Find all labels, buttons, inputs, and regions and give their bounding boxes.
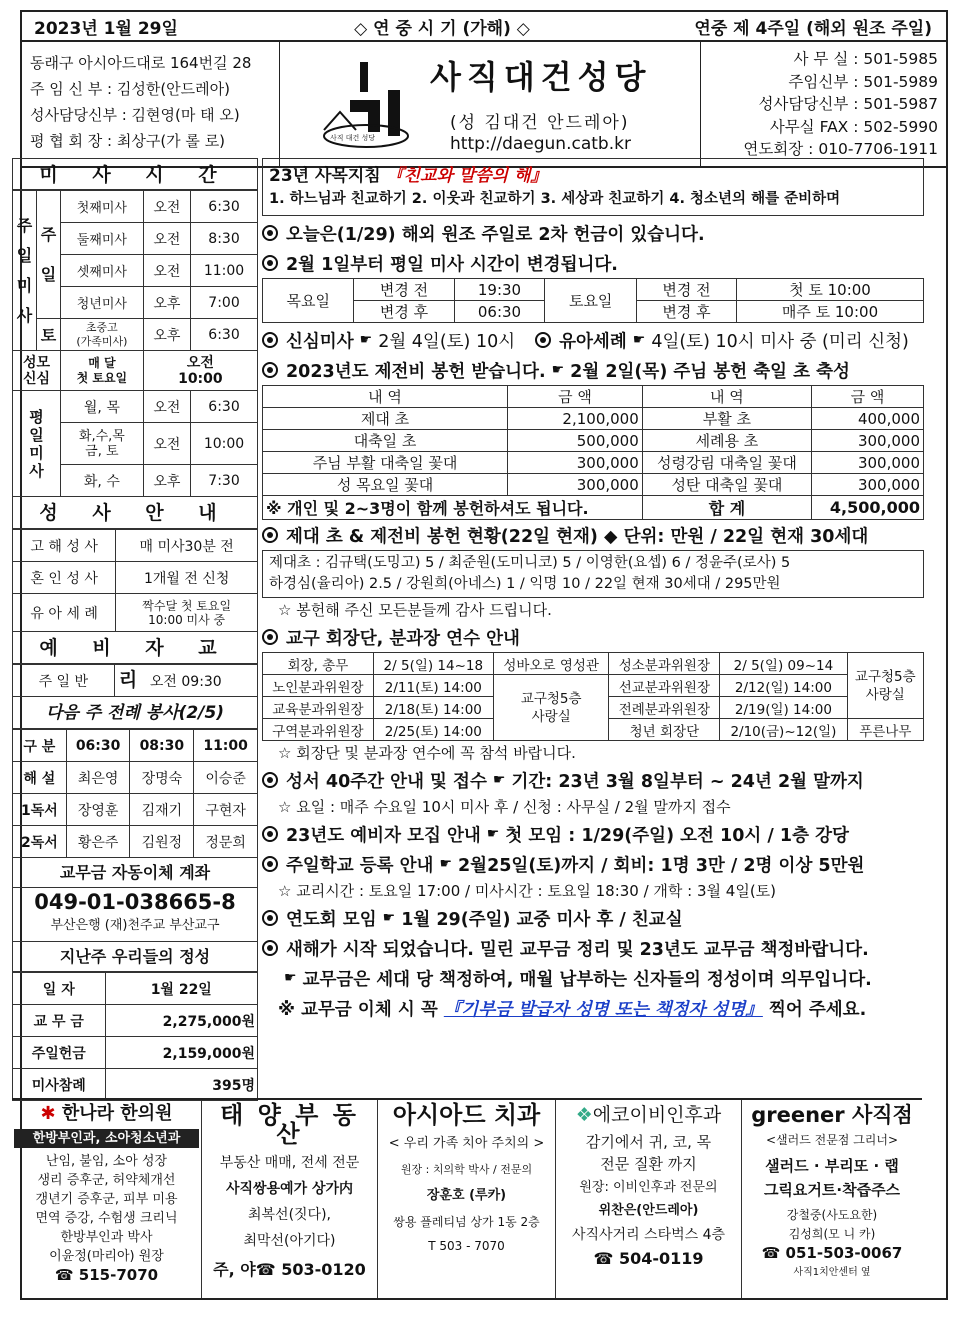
fee-table: [262, 385, 924, 520]
fee-item: 세례용 초: [642, 430, 811, 452]
next-week-table: [12, 729, 258, 858]
contact-pastor: 주임신부 : 501-5989: [788, 72, 938, 91]
notice-11c: ※ 교무금 이체 시 꼭 『기부금 발급자 성명 또는 책정자 성명』 찍어 주세요.: [262, 993, 924, 1023]
tr-role: 노인분과위원장: [263, 675, 374, 697]
tr-role: 전례분과위원장: [609, 697, 720, 719]
fee-amount: 300,000: [812, 474, 924, 496]
change-value: 첫 토 10:00: [736, 279, 923, 301]
transfer-title: 교무금 자동이체 계좌: [12, 858, 258, 888]
ad-name: 아시아드 치과: [392, 1101, 541, 1129]
right-column: [262, 158, 924, 1023]
fee-item: 부활 초: [642, 408, 811, 430]
church-url[interactable]: http://daegun.catb.kr: [450, 134, 631, 154]
ad-line: 최복선(짓다),: [248, 1207, 331, 1223]
nw-head: 06:30: [66, 730, 130, 762]
sacrament-info: 1개월 전 신청: [116, 562, 258, 594]
mass-ampm: 오전: [143, 191, 190, 223]
mass-time: 7:00: [191, 287, 258, 319]
change-value: 매주 토 10:00: [736, 301, 923, 323]
transfer-box: [12, 888, 258, 942]
fee-head: 내 역: [642, 386, 811, 408]
tr-role: 구역분과위원장: [263, 719, 374, 741]
motto-items: 1. 하느님과 친교하기 2. 이웃과 친교하기 3. 세상과 친교하기 4. 청소년의 해를 준비하며: [269, 191, 841, 207]
mass-time: 6:30: [191, 319, 258, 351]
mass-time: 11:00: [191, 255, 258, 287]
ad-line: 한방부인과 박사: [60, 1230, 153, 1245]
ad-phone: ☎ 515-7070: [54, 1266, 159, 1284]
nw-head: 구 분: [13, 730, 67, 762]
ad-dental: [378, 1100, 556, 1298]
tr-date: 2/19(일) 14:00: [720, 697, 847, 719]
ad-line: 위찬은(안드레아): [598, 1203, 699, 1218]
nw-head: 11:00: [194, 730, 258, 762]
ad-realestate: [202, 1100, 378, 1298]
change-before: 변경 전: [354, 279, 454, 301]
ad-tag: 한방부인과, 소아청소년과: [14, 1129, 199, 1148]
sacrament-name: 혼 인 성 사: [13, 562, 116, 594]
council-president: 평 협 회 장 : 최상구(가 롤 로): [30, 132, 226, 150]
fee-amount: 2,100,000: [508, 408, 643, 430]
ad-line: 사직사거리 스타벅스 4층: [571, 1227, 726, 1243]
mass-title: 미 사 시 간: [12, 158, 258, 190]
weekday-time: 10:00: [191, 423, 258, 465]
weekday-ampm: 오전: [143, 391, 190, 423]
fee-head: 금 액: [812, 386, 924, 408]
seongmo-label: 성모 신심: [13, 351, 61, 391]
ad-line: < 우리 가족 치아 주치의 >: [388, 1136, 545, 1151]
tr-role: 선교분과위원장: [609, 675, 720, 697]
notice-3: 신심미사 ☛ 2월 4일(토) 10시 유아세례 ☛ 4일(토) 10시 미사 중 (미리 신청): [262, 325, 924, 355]
ad-phone: ☎ 051-503-0067: [761, 1244, 903, 1262]
offering-table: [12, 972, 258, 1101]
mass-time: 6:30: [191, 191, 258, 223]
fee-total-label: 합 계: [642, 496, 811, 520]
offering-label: 교 무 금: [13, 1005, 106, 1037]
saturday-label: 토: [37, 319, 61, 351]
church-name: 사직대건성당: [430, 58, 652, 96]
fee-amount: 300,000: [508, 452, 643, 474]
ad-line: <샐러드 전문점 그리너>: [765, 1133, 899, 1147]
ad-line: 부동산 매매, 전세 전문: [219, 1155, 360, 1171]
ad-name: 에코이비인후과: [592, 1104, 722, 1126]
fee-item: 성령강림 대축일 꽃대: [642, 452, 811, 474]
bible-note: ☆ 요일 : 매주 수요일 10시 미사 후 / 신청 : 사무실 / 2월 말까지 접수: [278, 798, 731, 816]
notice-6: 교구 회장단, 분과장 연수 안내: [262, 622, 924, 652]
offering-value: 395명: [105, 1069, 257, 1101]
ad-line: 장훈호 (루카): [426, 1188, 507, 1203]
fee-item: 주님 부활 대축일 꽃대: [263, 452, 508, 474]
next-week-title: 다음 주 전례 봉사(2/5): [12, 697, 258, 729]
nw-role: 2독서: [13, 826, 67, 858]
nw-head: 08:30: [130, 730, 194, 762]
tr-role: 성소분과위원장: [609, 653, 720, 675]
ad-line: 그릭요거트·착즙주스: [763, 1181, 901, 1199]
sacrament-name: 고 해 성 사: [13, 530, 116, 562]
mass-name: 초중고 (가족미사): [61, 319, 144, 351]
ad-line: 원장 : 치의학 박사 / 전문의: [400, 1163, 533, 1176]
tr-date: 2/11(토) 14:00: [373, 675, 493, 697]
notice-4: 2023년도 제전비 봉헌 받습니다. ☛ 2월 2일(목) 주님 봉헌 축일 초 축성: [262, 355, 924, 385]
liturgical-week: 연중 제 4주일 (해외 원조 주일): [694, 18, 932, 39]
catechumen-day: 주 일 반: [13, 665, 115, 697]
contacts: [700, 42, 946, 166]
mass-ampm: 오후: [143, 287, 190, 319]
flower-icon: ✱: [40, 1103, 56, 1124]
notice-2: 2월 1일부터 평일 미사 시간이 변경됩니다.: [262, 248, 924, 278]
header: [22, 42, 946, 168]
contact-yeondo: 연도회장 : 010-7706-1911: [743, 140, 938, 158]
ad-greener: [742, 1100, 922, 1298]
ad-ent: [556, 1100, 742, 1298]
change-before: 변경 전: [636, 279, 736, 301]
ad-line: 난임, 불임, 소아 성장: [45, 1154, 168, 1169]
tr-role: 교육분과위원장: [263, 697, 374, 719]
bulletin-date: 2023년 1월 29일: [34, 18, 178, 39]
school-note: ☆ 교리시간 : 토요일 17:00 / 미사시간 : 토요일 18:30 / 개학 : 3월 4일(토): [278, 882, 777, 900]
tr-role: 회장, 총무: [263, 653, 374, 675]
donor-line: 하경심(율리아) 2.5 / 강원희(아네스) 1 / 익명 10 / 22일 현재 30세대 / 295만원: [269, 576, 781, 592]
ad-phone: 주, 야☎ 503-0120: [213, 1260, 366, 1279]
change-sat: 토요일: [545, 279, 636, 323]
training-table: [262, 652, 924, 741]
ad-line: 전문 질환 까지: [600, 1155, 697, 1173]
weekday-time: 6:30: [191, 391, 258, 423]
nw-role: 해 설: [13, 762, 67, 794]
fee-head: 금 액: [508, 386, 643, 408]
parish-info: [22, 42, 280, 166]
tr-place: 푸른나무: [847, 719, 923, 741]
donor-list: [262, 550, 924, 598]
offering-value: 2,275,000원: [105, 1005, 257, 1037]
ad-name: 태 양 부 동 산: [220, 1101, 359, 1148]
ad-line: 생리 증후군, 허약체개선: [37, 1173, 176, 1188]
nw-cell: 김원정: [130, 826, 194, 858]
pastor: 주 임 신 부 : 김성한(안드레아): [30, 80, 230, 98]
weekday-time: 7:30: [191, 465, 258, 497]
offering-label: 미사참례: [13, 1069, 106, 1101]
mass-change-table: [262, 278, 924, 323]
motto-text: 『친교와 말씀의 해』: [386, 166, 548, 186]
notice-11: 새해가 시작 되었습니다. 밀린 교무금 정리 및 23년도 교무금 책정바랍니다.: [262, 933, 924, 963]
pointer-icon: ☛: [439, 856, 452, 872]
sunday-label: 주 일 미 사: [13, 191, 37, 351]
nw-cell: 장명숙: [130, 762, 194, 794]
nw-cell: 구현자: [194, 794, 258, 826]
mass-name: 첫째미사: [61, 191, 144, 223]
pointer-icon: ☛: [359, 332, 373, 348]
donor-name-link: 『기부금 발급자 성명 또는 책정자 성명』: [443, 999, 763, 1020]
change-value: 06:30: [454, 301, 545, 323]
offering-label: 주일헌금: [13, 1037, 106, 1069]
thanks-note: ☆ 봉헌해 주신 모든분들께 감사 드립니다.: [278, 601, 552, 619]
pointer-icon: ☛: [284, 970, 297, 986]
training-note: ☆ 회장단 및 분과장 연수에 꼭 참석 바랍니다.: [278, 744, 576, 762]
liturgical-season: ◇ 연 중 시 기 (가해) ◇: [354, 18, 530, 39]
ad-line: 강철중(사도요한): [786, 1208, 878, 1222]
ad-name: 한나라 한의원: [61, 1103, 173, 1124]
sacrament-title: 성 사 안 내: [12, 497, 258, 529]
sunday-sub: 주 일: [37, 191, 61, 319]
mass-ampm: 오전: [143, 255, 190, 287]
tr-date: 2/25(토) 14:00: [373, 719, 493, 741]
ad-line: 원장: 이비인후과 전문의: [579, 1180, 718, 1195]
catechumen-title: 예 비 자 교 리: [12, 632, 258, 664]
sacrament-table: [12, 529, 258, 632]
mass-ampm: 오전: [143, 223, 190, 255]
mass-time: 8:30: [191, 223, 258, 255]
notice-8: 23년도 예비자 모집 안내 ☛ 첫 모임 : 1/29(주일) 오전 10시 / 1층 강당: [262, 819, 924, 849]
tr-place: 교구청5층 사랑실: [493, 675, 609, 741]
offering-value: 2,159,000원: [105, 1037, 257, 1069]
weekday-days: 화,수,목 금, 토: [61, 423, 144, 465]
fee-total: 4,500,000: [812, 496, 924, 520]
fee-head: 내 역: [263, 386, 508, 408]
ad-line: 감기에서 귀, 코, 목: [585, 1133, 712, 1151]
nw-cell: 황은주: [66, 826, 130, 858]
ad-foot: 사직1치안센터 옆: [793, 1267, 871, 1278]
mass-name: 청년미사: [61, 287, 144, 319]
tr-date: 2/10(금)~12(일): [720, 719, 847, 741]
mass-name: 둘째미사: [61, 223, 144, 255]
ad-phone: ☎ 504-0119: [593, 1249, 704, 1268]
change-thu: 목요일: [263, 279, 354, 323]
donor-line: 제대초 : 김규택(도밍고) 5 / 최준원(도미니코) 5 / 이영한(요셉) 6 / 정윤주(로사) 5: [269, 555, 791, 571]
motto-label: 23년 사목지침: [269, 166, 381, 186]
contact-office: 사 무 실 : 501-5985: [793, 50, 938, 68]
tr-role: 청년 회장단: [609, 719, 720, 741]
address: 동래구 아시아드대로 164번길 28: [30, 54, 252, 72]
account-number: 049-01-038665-8: [34, 890, 236, 914]
pointer-icon: ☛: [632, 332, 646, 348]
seongmo-time: 오전 10:00: [143, 351, 257, 391]
pointer-icon: ☛: [551, 362, 565, 378]
nw-cell: 장영훈: [66, 794, 130, 826]
fee-item: 성 목요일 꽃대: [263, 474, 508, 496]
offering-value: 1월 22일: [105, 973, 257, 1005]
change-value: 19:30: [454, 279, 545, 301]
left-column: [12, 158, 258, 1101]
ad-line: 이윤정(마리아) 원장: [49, 1249, 164, 1264]
fee-item: 제대 초: [263, 408, 508, 430]
sacrament-info: 매 미사30분 전: [116, 530, 258, 562]
ad-line: 김성희(모 니 카): [788, 1227, 876, 1241]
fee-amount: 300,000: [812, 452, 924, 474]
catechumen-time: 오전 09:30: [114, 665, 257, 697]
ad-line: 쌍용 플레티넘 상가 1동 2층: [393, 1215, 540, 1229]
contact-fax: 사무실 FAX : 502-5990: [769, 117, 938, 136]
seongmo-day: 매 달 첫 토요일: [61, 351, 144, 391]
tr-date: 2/12(일) 14:00: [720, 675, 847, 697]
notice-10: 연도회 모임 ☛ 1월 29(주일) 교중 미사 후 / 친교실: [262, 903, 924, 933]
nw-cell: 정문희: [194, 826, 258, 858]
sacrament-info: 짝수달 첫 토요일 10:00 미사 중: [116, 594, 258, 632]
nw-cell: 최은영: [66, 762, 130, 794]
fee-item: 성탄 대축일 꽃대: [642, 474, 811, 496]
nw-cell: 이승준: [194, 762, 258, 794]
ads-row: [12, 1098, 922, 1298]
notice-5: 제대 초 & 제전비 봉헌 현황(22일 현재) ◆ 단위: 만원 / 22일 현재 30세대: [262, 520, 924, 550]
tr-date: 2/18(토) 14:00: [373, 697, 493, 719]
mass-ampm: 오후: [143, 319, 190, 351]
fee-amount: 400,000: [812, 408, 924, 430]
ad-line: 면역 증강, 수험생 크리닉: [35, 1211, 178, 1226]
fee-amount: 500,000: [508, 430, 643, 452]
ad-line: 샐러드 · 부리또 · 랩: [765, 1157, 899, 1175]
church-subtitle: (성 김대건 안드레아): [450, 113, 630, 133]
weekday-label: 평 일 미 사: [13, 391, 61, 497]
top-bar: [22, 12, 946, 42]
nw-role: 1독서: [13, 794, 67, 826]
notice-1: 오늘은(1/29) 해외 원조 주일로 2차 헌금이 있습니다.: [262, 218, 924, 248]
notice-9: 주일학교 등록 안내 ☛ 2월25일(토)까지 / 회비: 1명 3만 / 2명 이상 5만원: [262, 849, 924, 879]
ad-line: 최막선(아기다): [243, 1233, 336, 1249]
tr-date: 2/ 5(일) 09~14: [720, 653, 847, 675]
pointer-icon: ☛: [492, 772, 506, 788]
bank-name: 부산은행 (재)천주교 부산교구: [50, 918, 220, 933]
contact-assistant: 성사담당신부 : 501-5987: [758, 95, 938, 113]
tr-place: 교구청5층 사랑실: [847, 653, 923, 719]
tr-place: 성바오로 영성관: [493, 653, 609, 675]
weekday-days: 월, 목: [61, 391, 144, 423]
pointer-icon: ☛: [382, 910, 396, 926]
weekday-days: 화, 수: [61, 465, 144, 497]
ad-line: 갱년기 증후군, 피부 미용: [35, 1192, 178, 1207]
change-after: 변경 후: [354, 301, 454, 323]
ad-hanuiwon: [12, 1100, 202, 1298]
church-title-block: [280, 42, 700, 166]
sacrament-name: 유 아 세 례: [13, 594, 116, 632]
ad-line: 사직쌍용예가 상가内: [225, 1181, 354, 1197]
weekday-ampm: 오후: [143, 465, 190, 497]
pointer-icon: ☛: [486, 826, 500, 842]
change-after: 변경 후: [636, 301, 736, 323]
notice-7: 성서 40주간 안내 및 접수 ☛ 기간: 23년 3월 8일부터 ~ 24년 2월 말까지: [262, 765, 924, 795]
logo-text: 사직 대건 성당: [330, 134, 376, 142]
offering-label: 일 자: [13, 973, 106, 1005]
mass-name: 셋째미사: [61, 255, 144, 287]
pastoral-motto: [262, 158, 924, 216]
nw-cell: 김재기: [130, 794, 194, 826]
offering-title: 지난주 우리들의 정성: [12, 942, 258, 972]
ad-line: T 503 - 7070: [428, 1239, 505, 1253]
clinic-logo-icon: ❖: [575, 1104, 593, 1126]
tr-date: 2/ 5(일) 14~18: [373, 653, 493, 675]
fee-amount: 300,000: [508, 474, 643, 496]
mass-schedule: [12, 190, 258, 497]
fee-amount: 300,000: [812, 430, 924, 452]
ad-name: greener 사직점: [751, 1103, 913, 1127]
notice-11b: ☛ 교무금은 세대 당 책정하여, 매월 납부하는 신자들의 정성이며 의무입니다.: [284, 969, 872, 990]
weekday-ampm: 오전: [143, 423, 190, 465]
church-logo: [320, 60, 410, 150]
assistant-priest: 성사담당신부 : 김현영(마 태 오): [30, 106, 240, 124]
fee-note: ※ 개인 및 2~3명이 함께 봉헌하셔도 됩니다.: [263, 496, 643, 520]
fee-item: 대축일 초: [263, 430, 508, 452]
